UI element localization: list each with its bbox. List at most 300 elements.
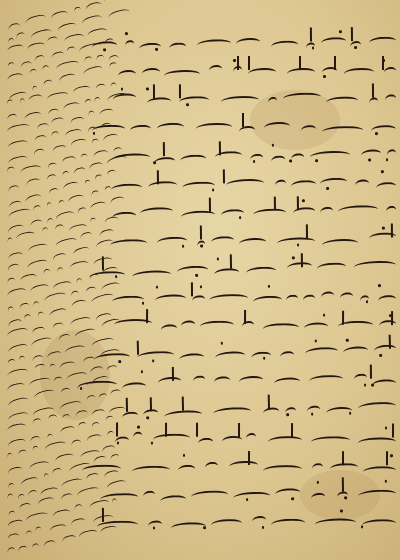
ink-stroke bbox=[214, 377, 230, 387]
ink-ascender bbox=[237, 56, 240, 70]
ink-stroke bbox=[118, 70, 136, 80]
ink-stroke bbox=[74, 503, 84, 514]
ink-stroke bbox=[110, 239, 148, 249]
ink-dot bbox=[386, 158, 389, 161]
ink-dot bbox=[369, 158, 372, 161]
ink-ascender bbox=[200, 226, 203, 240]
ink-dot bbox=[142, 302, 145, 305]
ink-stroke bbox=[197, 39, 231, 49]
ink-ascender bbox=[342, 451, 345, 465]
ink-stroke bbox=[84, 98, 93, 109]
ink-dot bbox=[327, 187, 330, 190]
ink-dot bbox=[384, 480, 387, 483]
ink-stroke bbox=[89, 200, 107, 214]
ink-stroke bbox=[340, 292, 353, 302]
ink-stroke bbox=[274, 378, 301, 388]
ink-stroke bbox=[239, 126, 255, 136]
ink-stroke bbox=[320, 178, 347, 188]
ink-stroke bbox=[142, 68, 160, 78]
ink-stroke bbox=[304, 323, 328, 333]
ink-dot bbox=[314, 340, 317, 343]
ink-dot bbox=[154, 161, 157, 164]
manuscript-line bbox=[108, 281, 396, 309]
ink-stroke bbox=[233, 491, 269, 502]
ink-stroke bbox=[372, 379, 396, 389]
ink-stroke bbox=[192, 295, 204, 305]
ink-dot bbox=[183, 454, 186, 457]
ink-stroke bbox=[164, 410, 202, 421]
ink-ascender bbox=[297, 196, 300, 210]
ink-stroke bbox=[97, 521, 138, 531]
ink-stroke bbox=[275, 179, 286, 189]
ink-dot bbox=[152, 360, 155, 363]
ink-dot bbox=[323, 75, 326, 78]
ink-dot bbox=[121, 88, 124, 91]
ink-stroke bbox=[7, 73, 25, 86]
ink-stroke bbox=[113, 94, 136, 104]
ink-stroke bbox=[309, 375, 343, 385]
ink-stroke bbox=[71, 299, 88, 313]
ink-stroke bbox=[47, 36, 59, 48]
ink-stroke bbox=[320, 207, 333, 217]
ink-dot bbox=[146, 416, 149, 419]
ink-stroke bbox=[94, 173, 104, 185]
ink-dot bbox=[390, 454, 393, 457]
ink-stroke bbox=[139, 208, 173, 218]
ink-ascender bbox=[218, 141, 221, 155]
ink-stroke bbox=[94, 96, 102, 107]
ink-stroke bbox=[132, 270, 172, 281]
manuscript-line bbox=[108, 391, 397, 424]
ink-stroke bbox=[180, 154, 206, 164]
ink-stroke bbox=[211, 237, 234, 247]
ink-stroke bbox=[214, 267, 239, 277]
ink-stroke bbox=[215, 352, 245, 363]
ink-stroke bbox=[386, 206, 396, 216]
ink-ascender bbox=[244, 310, 247, 324]
ink-stroke bbox=[286, 294, 297, 304]
ink-stroke bbox=[171, 522, 206, 532]
ink-stroke bbox=[303, 294, 315, 304]
ink-dot bbox=[138, 425, 141, 428]
ink-ascender bbox=[209, 198, 212, 212]
manuscript-line bbox=[108, 507, 396, 535]
ink-stroke bbox=[326, 407, 352, 418]
ink-dot bbox=[272, 144, 275, 147]
ink-dot bbox=[200, 285, 203, 288]
ink-stroke bbox=[384, 67, 396, 77]
ink-dot bbox=[103, 48, 106, 51]
manuscript-line bbox=[108, 112, 396, 138]
ink-ascender bbox=[230, 254, 233, 268]
ink-stroke bbox=[137, 351, 174, 362]
ink-stroke bbox=[196, 123, 232, 133]
ink-dot bbox=[302, 199, 305, 202]
manuscript-line bbox=[108, 477, 396, 508]
ink-stroke bbox=[133, 432, 142, 442]
ink-ascender bbox=[102, 508, 105, 522]
ink-stroke bbox=[158, 377, 181, 387]
ink-stroke bbox=[78, 528, 98, 542]
ink-ascender bbox=[165, 422, 168, 436]
ink-ascender bbox=[137, 341, 140, 355]
ink-ascender bbox=[392, 423, 395, 437]
ink-dot bbox=[217, 257, 220, 260]
ink-stroke bbox=[229, 461, 257, 471]
ink-stroke bbox=[181, 211, 216, 222]
manuscript-line bbox=[108, 251, 396, 282]
ink-dot bbox=[339, 30, 342, 33]
ink-ascender bbox=[153, 85, 156, 99]
ink-ascender bbox=[391, 311, 394, 325]
ink-dot bbox=[385, 426, 388, 429]
ink-stroke bbox=[179, 97, 210, 107]
ink-ascender bbox=[248, 56, 251, 70]
manuscript-line bbox=[108, 56, 396, 82]
ink-stroke bbox=[385, 95, 396, 105]
ink-stroke bbox=[47, 414, 57, 425]
ink-ascender bbox=[268, 394, 271, 408]
ink-stroke bbox=[312, 463, 323, 473]
ink-ascender bbox=[171, 367, 174, 381]
ink-dot bbox=[364, 384, 367, 387]
ink-stroke bbox=[221, 97, 260, 107]
ink-stroke bbox=[148, 181, 178, 191]
ink-stroke bbox=[112, 296, 145, 306]
ink-stroke bbox=[205, 462, 218, 472]
ink-stroke bbox=[291, 180, 316, 190]
ink-stroke bbox=[263, 465, 302, 475]
ink-stroke bbox=[132, 466, 170, 476]
ink-ascender bbox=[334, 56, 337, 70]
ink-dot bbox=[220, 342, 223, 345]
ink-stroke bbox=[338, 205, 378, 216]
ink-ascender bbox=[102, 256, 105, 270]
ink-dot bbox=[125, 32, 128, 35]
ink-dot bbox=[146, 88, 149, 91]
ink-stroke bbox=[42, 65, 50, 76]
ink-dot bbox=[292, 256, 295, 259]
ink-stroke bbox=[326, 97, 358, 107]
ink-dot bbox=[263, 357, 266, 360]
ink-stroke bbox=[291, 153, 304, 163]
manuscript-line bbox=[108, 27, 396, 56]
ink-stroke bbox=[193, 376, 206, 386]
ink-dot bbox=[151, 441, 154, 444]
ink-stroke bbox=[378, 295, 396, 305]
ink-ascender bbox=[163, 142, 166, 156]
ink-stroke bbox=[88, 110, 96, 121]
ink-stroke bbox=[122, 383, 146, 393]
ink-dot bbox=[344, 497, 347, 500]
ink-stroke bbox=[307, 405, 320, 415]
ink-dot bbox=[366, 300, 369, 303]
ink-stroke bbox=[86, 394, 97, 406]
ink-ascender bbox=[369, 365, 372, 379]
ink-ascender bbox=[150, 397, 153, 411]
ink-ascender bbox=[351, 27, 354, 41]
manuscript-line bbox=[108, 167, 396, 197]
ink-ascender bbox=[291, 423, 294, 437]
ink-dot bbox=[233, 59, 236, 62]
ink-dot bbox=[93, 131, 96, 134]
ink-dot bbox=[317, 481, 320, 484]
ink-stroke bbox=[374, 344, 396, 355]
ink-ascender bbox=[382, 56, 385, 70]
manuscript-line bbox=[108, 451, 396, 478]
ink-ascender bbox=[391, 224, 394, 238]
manuscript-line bbox=[108, 84, 396, 111]
ink-dot bbox=[140, 371, 143, 374]
ink-ascender bbox=[372, 84, 375, 98]
ink-stroke bbox=[358, 437, 396, 447]
ink-stroke bbox=[311, 436, 351, 446]
ink-stroke bbox=[226, 179, 264, 190]
manuscript-line bbox=[108, 139, 396, 169]
ink-ascender bbox=[306, 225, 309, 239]
ink-stroke bbox=[263, 323, 299, 333]
ink-stroke bbox=[358, 402, 396, 413]
ink-stroke bbox=[7, 493, 15, 504]
ink-stroke bbox=[369, 97, 377, 107]
ink-ascender bbox=[248, 451, 251, 465]
ink-stroke bbox=[182, 182, 216, 192]
ink-stroke bbox=[343, 347, 369, 358]
ink-stroke bbox=[200, 321, 234, 331]
ink-stroke bbox=[160, 495, 186, 505]
ink-ascender bbox=[389, 335, 392, 349]
ink-stroke bbox=[213, 406, 251, 417]
ink-stroke bbox=[129, 125, 151, 135]
ink-ascender bbox=[242, 113, 245, 127]
ink-stroke bbox=[376, 182, 396, 192]
ink-ascender bbox=[386, 451, 389, 465]
ink-stroke bbox=[6, 44, 24, 57]
ink-ascender bbox=[196, 423, 199, 437]
ink-stroke bbox=[263, 407, 280, 417]
ink-stroke bbox=[253, 208, 286, 218]
ink-stroke bbox=[6, 166, 16, 177]
ink-stroke bbox=[358, 490, 396, 501]
ink-ascender bbox=[156, 170, 159, 184]
ink-stroke bbox=[222, 436, 242, 446]
ink-stroke bbox=[112, 212, 135, 222]
ink-stroke bbox=[143, 491, 155, 501]
ink-stroke bbox=[344, 68, 374, 78]
manuscript-line bbox=[108, 224, 396, 253]
ink-stroke bbox=[236, 38, 259, 48]
ink-stroke bbox=[280, 351, 294, 361]
ink-dot bbox=[262, 526, 265, 529]
ink-stroke bbox=[54, 224, 65, 236]
ink-dot bbox=[155, 48, 158, 51]
ink-ascender bbox=[274, 197, 277, 211]
ink-dot bbox=[315, 159, 318, 162]
ink-stroke bbox=[191, 490, 228, 501]
ink-stroke bbox=[321, 291, 334, 301]
ink-stroke bbox=[32, 542, 41, 553]
ink-stroke bbox=[161, 324, 177, 334]
ink-stroke bbox=[6, 99, 13, 110]
ink-dot bbox=[268, 285, 271, 288]
ink-stroke bbox=[179, 353, 204, 364]
ink-ascender bbox=[299, 56, 302, 70]
ink-ascender bbox=[342, 478, 345, 492]
ink-stroke bbox=[317, 262, 346, 272]
ink-dot bbox=[382, 227, 385, 230]
ink-ascender bbox=[126, 397, 129, 411]
ink-stroke bbox=[32, 446, 40, 457]
ink-dot bbox=[118, 360, 121, 363]
ink-stroke bbox=[264, 122, 289, 132]
ink-stroke bbox=[268, 436, 302, 446]
ink-dot bbox=[195, 273, 198, 276]
ink-stroke bbox=[35, 526, 42, 537]
ink-dot bbox=[246, 498, 249, 501]
ink-stroke bbox=[305, 347, 338, 358]
ink-dot bbox=[287, 413, 290, 416]
ink-stroke bbox=[92, 124, 125, 134]
ink-stroke bbox=[271, 41, 298, 51]
ink-ascender bbox=[116, 422, 119, 436]
ink-dot bbox=[182, 245, 185, 248]
ink-dot bbox=[312, 46, 315, 49]
ink-dot bbox=[289, 159, 292, 162]
ink-stroke bbox=[122, 411, 139, 421]
ink-stroke bbox=[369, 36, 396, 46]
ink-stroke bbox=[315, 519, 357, 529]
ink-stroke bbox=[147, 98, 172, 108]
ink-stroke bbox=[287, 262, 312, 272]
ink-dot bbox=[379, 354, 382, 357]
ink-dot bbox=[354, 46, 357, 49]
ink-ascender bbox=[191, 282, 194, 296]
ink-stroke bbox=[354, 260, 396, 271]
ink-ascender bbox=[342, 311, 345, 325]
ink-stroke bbox=[271, 519, 305, 529]
ink-ascender bbox=[301, 253, 304, 267]
ink-stroke bbox=[311, 493, 326, 503]
ink-ascender bbox=[181, 396, 184, 410]
ink-stroke bbox=[29, 69, 38, 80]
manuscript-line bbox=[108, 309, 396, 337]
ink-stroke bbox=[211, 519, 242, 529]
manuscript-line bbox=[108, 422, 396, 449]
ink-stroke bbox=[32, 417, 43, 428]
ink-stroke bbox=[322, 126, 364, 136]
ink-dot bbox=[381, 170, 384, 173]
ink-stroke bbox=[362, 520, 396, 530]
ink-stroke bbox=[271, 155, 285, 165]
ink-stroke bbox=[239, 377, 264, 387]
ink-stroke bbox=[164, 70, 200, 80]
ink-stroke bbox=[148, 521, 163, 531]
ink-stroke bbox=[51, 467, 63, 479]
ink-stroke bbox=[153, 433, 190, 443]
ink-stroke bbox=[177, 265, 208, 275]
ink-stroke bbox=[246, 433, 256, 443]
main-text-block bbox=[108, 28, 396, 543]
ink-stroke bbox=[20, 98, 27, 109]
ink-dot bbox=[375, 132, 378, 135]
manuscript-line bbox=[108, 335, 397, 368]
ink-stroke bbox=[268, 97, 277, 107]
ink-dot bbox=[340, 510, 343, 513]
ink-ascender bbox=[238, 423, 241, 437]
ink-stroke bbox=[251, 352, 271, 362]
ink-stroke bbox=[66, 46, 77, 58]
ink-stroke bbox=[82, 64, 104, 79]
ink-stroke bbox=[239, 238, 267, 248]
ink-dot bbox=[156, 285, 159, 288]
ink-dot bbox=[323, 314, 326, 317]
ink-stroke bbox=[157, 122, 184, 132]
ink-stroke bbox=[28, 94, 43, 106]
ink-stroke bbox=[181, 321, 195, 331]
ink-ascender bbox=[179, 85, 182, 99]
ink-ascender bbox=[146, 309, 149, 323]
ink-stroke bbox=[248, 68, 276, 78]
ink-stroke bbox=[112, 153, 150, 163]
ink-dot bbox=[253, 160, 256, 163]
ink-stroke bbox=[355, 179, 368, 189]
ink-stroke bbox=[7, 237, 14, 248]
ink-dot bbox=[346, 339, 349, 342]
ink-stroke bbox=[209, 65, 223, 75]
ink-ascender bbox=[223, 169, 226, 183]
ink-stroke bbox=[43, 267, 52, 278]
ink-stroke bbox=[100, 493, 137, 504]
ink-stroke bbox=[82, 464, 121, 474]
ink-stroke bbox=[275, 488, 300, 498]
ink-stroke bbox=[301, 125, 316, 135]
ink-stroke bbox=[169, 43, 185, 53]
ink-stroke bbox=[198, 437, 213, 447]
ink-stroke bbox=[62, 534, 77, 547]
ink-stroke bbox=[107, 7, 131, 22]
ink-dot bbox=[292, 497, 295, 500]
ink-stroke bbox=[246, 266, 277, 276]
ink-stroke bbox=[322, 239, 357, 249]
ink-stroke bbox=[43, 539, 57, 551]
ink-stroke bbox=[155, 295, 185, 305]
ink-stroke bbox=[154, 156, 175, 166]
ink-stroke bbox=[250, 154, 263, 164]
manuscript-line bbox=[108, 195, 396, 225]
ink-stroke bbox=[321, 38, 346, 48]
ink-stroke bbox=[252, 517, 266, 527]
ink-stroke bbox=[363, 466, 396, 476]
ink-dot bbox=[378, 284, 381, 287]
ink-stroke bbox=[18, 545, 28, 556]
ink-ascender bbox=[310, 27, 313, 41]
ink-stroke bbox=[209, 294, 248, 304]
ink-stroke bbox=[283, 94, 321, 104]
ink-stroke bbox=[78, 421, 87, 432]
ink-stroke bbox=[7, 546, 17, 557]
ink-stroke bbox=[387, 149, 396, 159]
ink-stroke bbox=[7, 452, 14, 463]
ink-stroke bbox=[277, 238, 316, 248]
ink-stroke bbox=[42, 227, 50, 238]
ink-stroke bbox=[253, 296, 282, 306]
manuscript-line bbox=[108, 365, 396, 394]
ink-stroke bbox=[111, 184, 142, 194]
ink-stroke bbox=[79, 381, 117, 391]
ink-stroke bbox=[70, 138, 88, 151]
ink-stroke bbox=[178, 465, 195, 475]
ink-stroke bbox=[125, 41, 135, 51]
